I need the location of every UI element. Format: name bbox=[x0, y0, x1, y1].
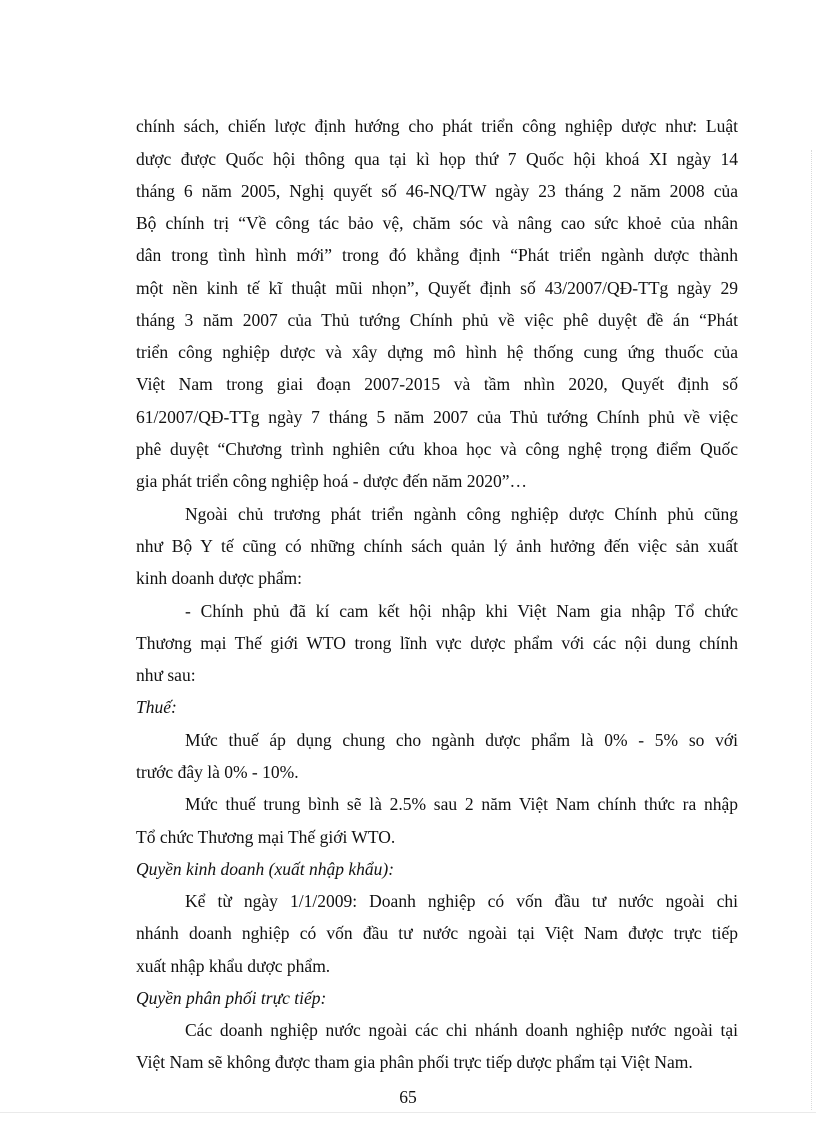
text-line: Việt Nam trong giai đoạn 2007-2015 và tầm nhìn 2020, Quyết định số bbox=[136, 374, 738, 394]
text-line: Việt Nam sẽ không được tham gia phân phối trực tiếp dược phẩm tại Việt Nam. bbox=[136, 1052, 693, 1072]
text-line: dược được Quốc hội thông qua tại kì họp thứ 7 Quốc hội khoá XI ngày 14 bbox=[136, 149, 738, 169]
text-line: - Chính phủ đã kí cam kết hội nhập khi Việt Nam gia nhập Tổ chức bbox=[185, 601, 738, 621]
text-line: Tổ chức Thương mại Thế giới WTO. bbox=[136, 827, 396, 847]
page-bottom-line bbox=[0, 1112, 816, 1113]
text-line: Mức thuế trung bình sẽ là 2.5% sau 2 năm Việt Nam chính thức ra nhập bbox=[185, 794, 738, 814]
heading-distribution-rights: Quyền phân phối trực tiếp: bbox=[136, 988, 327, 1008]
text-line: phê duyệt “Chương trình nghiên cứu khoa học và công nghệ trọng điểm Quốc bbox=[136, 439, 738, 459]
text-line: gia phát triển công nghiệp hoá - dược đến năm 2020”… bbox=[136, 471, 527, 491]
text-line: như Bộ Y tế cũng có những chính sách quản lý ảnh hưởng đến việc sản xuất bbox=[136, 536, 738, 556]
text-line: chính sách, chiến lược định hướng cho phát triển công nghiệp dược như: Luật bbox=[136, 116, 738, 136]
text-line: Ngoài chủ trương phát triển ngành công nghiệp dược Chính phủ cũng bbox=[185, 504, 738, 524]
text-line: trước đây là 0% - 10%. bbox=[136, 762, 299, 782]
text-line: 61/2007/QĐ-TTg ngày 7 tháng 5 năm 2007 của Thủ tướng Chính phủ về việc bbox=[136, 407, 738, 427]
text-line: dân trong tình hình mới” trong đó khẳng định “Phát triển ngành dược thành bbox=[136, 245, 738, 265]
text-line: Mức thuế áp dụng chung cho ngành dược phẩm là 0% - 5% so với bbox=[185, 730, 738, 750]
text-line: như sau: bbox=[136, 665, 196, 685]
page-edge-line bbox=[811, 150, 812, 1110]
text-line: Các doanh nghiệp nước ngoài các chi nhánh doanh nghiệp nước ngoài tại bbox=[185, 1020, 738, 1040]
text-line: nhánh doanh nghiệp có vốn đầu tư nước ngoài tại Việt Nam được trực tiếp bbox=[136, 923, 738, 943]
text-line: Bộ chính trị “Về công tác bảo vệ, chăm sóc và nâng cao sức khoẻ của nhân bbox=[136, 213, 738, 233]
text-line: triển công nghiệp dược và xây dựng mô hình hệ thống cung ứng thuốc của bbox=[136, 342, 738, 362]
text-line: một nền kinh tế kĩ thuật mũi nhọn”, Quyết định số 43/2007/QĐ-TTg ngày 29 bbox=[136, 278, 738, 298]
text-line: Kể từ ngày 1/1/2009: Doanh nghiệp có vốn đầu tư nước ngoài chi bbox=[185, 891, 738, 911]
heading-tax: Thuế: bbox=[136, 697, 177, 717]
text-line: kinh doanh dược phẩm: bbox=[136, 568, 303, 588]
text-line: tháng 3 năm 2007 của Thủ tướng Chính phủ về việc phê duyệt đề án “Phát bbox=[136, 310, 738, 330]
text-line: tháng 6 năm 2005, Nghị quyết số 46-NQ/TW ngày 23 tháng 2 năm 2008 của bbox=[136, 181, 738, 201]
heading-business-rights: Quyền kinh doanh (xuất nhập khẩu): bbox=[136, 859, 395, 879]
text-line: xuất nhập khẩu dược phẩm. bbox=[136, 956, 331, 976]
page-number: 65 bbox=[399, 1087, 417, 1107]
text-line: Thương mại Thế giới WTO trong lĩnh vực dược phẩm với các nội dung chính bbox=[136, 633, 738, 653]
